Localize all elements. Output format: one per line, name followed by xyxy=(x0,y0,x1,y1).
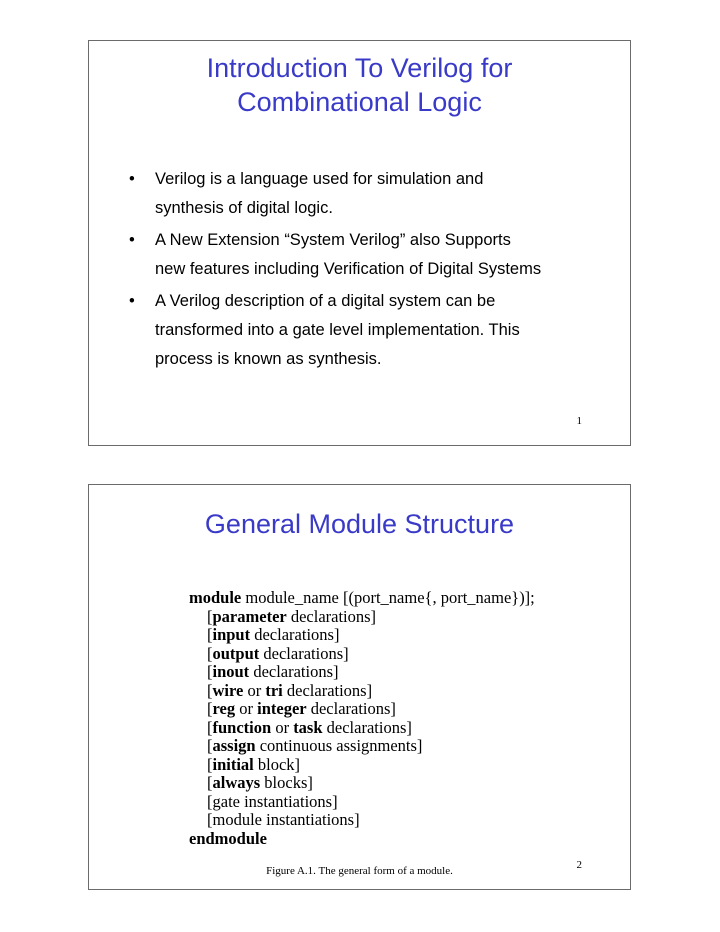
code-line xyxy=(189,626,535,645)
code-text: [module instantiations] xyxy=(207,810,360,829)
code-text: continuous assignments] xyxy=(255,736,423,755)
slide-1 xyxy=(88,40,631,446)
code-text: [gate instantiations] xyxy=(207,791,338,811)
code-text: declarations] xyxy=(250,625,340,644)
keyword: reg xyxy=(212,699,236,718)
page-number: 2 xyxy=(576,859,582,871)
code-line xyxy=(189,811,535,830)
keyword: endmodule xyxy=(189,828,267,848)
keyword: integer xyxy=(257,699,307,718)
bullet-icon: • xyxy=(129,292,135,310)
keyword: task xyxy=(293,717,323,737)
code-text: [ xyxy=(207,773,213,792)
code-text: [ xyxy=(207,680,213,700)
code-line xyxy=(189,663,535,682)
code-text: [ xyxy=(207,754,213,774)
code-text: blocks] xyxy=(260,773,313,792)
figure-caption: Figure A.1. The general form of a module. xyxy=(266,865,453,877)
code-text: module_name [(port_name{, port_name})]; xyxy=(241,588,535,607)
code-line xyxy=(189,700,535,719)
slide-1-title-line-1: Introduction To Verilog for xyxy=(206,53,513,83)
keyword: output xyxy=(212,643,260,663)
keyword: inout xyxy=(212,662,250,681)
code-text: [ xyxy=(207,699,213,718)
keyword: wire xyxy=(212,680,244,700)
code-text: [ xyxy=(207,717,213,737)
code-text: [ xyxy=(207,625,213,644)
bullet-text-line: new features including Verification of Digital Systems xyxy=(155,260,542,278)
bullet-text-line: synthesis of digital logic. xyxy=(155,199,333,217)
keyword: initial xyxy=(212,754,254,774)
bullet-item xyxy=(129,165,589,223)
code-text: or xyxy=(271,717,294,737)
module-structure-code xyxy=(189,589,535,848)
code-text: or xyxy=(243,680,266,700)
code-line xyxy=(189,830,535,849)
keyword: module xyxy=(189,588,242,607)
bullet-icon: • xyxy=(129,231,135,249)
bullet-text-line: A New Extension “System Verilog” also Supports xyxy=(155,231,511,249)
bullet-item xyxy=(129,226,589,284)
code-text: [ xyxy=(207,662,213,681)
code-text: or xyxy=(235,699,258,718)
keyword: assign xyxy=(212,736,256,755)
slide-1-title-line-2: Combinational Logic xyxy=(237,87,482,117)
bullet-list xyxy=(129,165,589,377)
code-text: [ xyxy=(207,736,213,755)
code-line xyxy=(189,682,535,701)
code-line xyxy=(189,589,535,608)
bullet-text-line: process is known as synthesis. xyxy=(155,350,382,368)
keyword: input xyxy=(212,625,251,644)
code-line xyxy=(189,793,535,812)
bullet-item xyxy=(129,287,589,374)
code-line xyxy=(189,756,535,775)
code-text: [ xyxy=(207,643,213,663)
code-line xyxy=(189,737,535,756)
bullet-text-line: Verilog is a language used for simulation and xyxy=(155,170,484,188)
bullet-icon: • xyxy=(129,170,135,188)
code-text: declarations] xyxy=(286,606,377,626)
code-line xyxy=(189,608,535,627)
slide-2 xyxy=(88,484,631,890)
code-text: declarations] xyxy=(259,643,349,663)
keyword: parameter xyxy=(212,606,287,626)
slide-2-title-text: General Module Structure xyxy=(204,509,515,539)
slide-1-title xyxy=(89,51,630,119)
bullet-text-line: A Verilog description of a digital system can be xyxy=(155,292,496,310)
keyword: tri xyxy=(265,680,283,700)
code-text: declarations] xyxy=(306,699,396,718)
keyword: function xyxy=(212,717,272,737)
code-line xyxy=(189,645,535,664)
code-text: declarations] xyxy=(249,662,339,681)
code-text: declarations] xyxy=(322,717,412,737)
code-line xyxy=(189,719,535,738)
bullet-text-line: transformed into a gate level implementation. This xyxy=(155,321,520,339)
page-number: 1 xyxy=(576,415,582,427)
code-line xyxy=(189,774,535,793)
slide-2-title xyxy=(89,507,630,541)
code-text: block] xyxy=(253,754,301,774)
code-text: [ xyxy=(207,606,213,626)
code-text: declarations] xyxy=(282,680,373,700)
keyword: always xyxy=(212,773,261,792)
